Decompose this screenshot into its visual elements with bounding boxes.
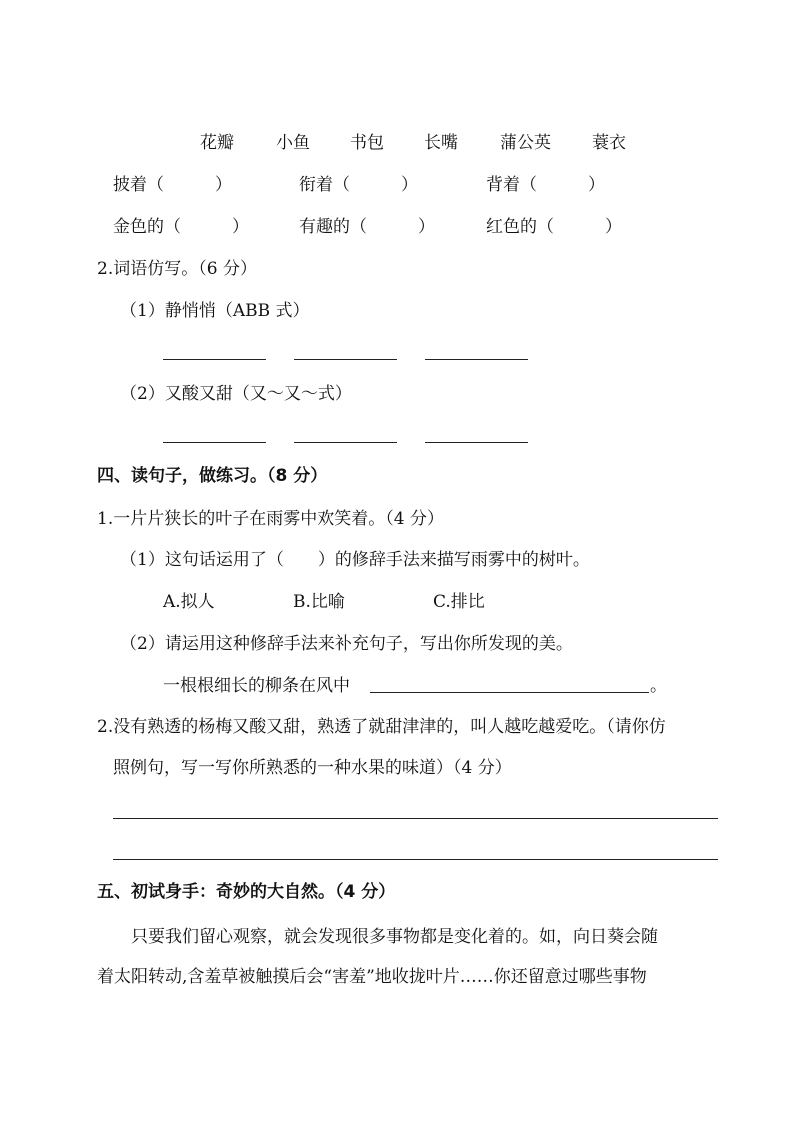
- match-item[interactable]: 有趣的（ ）: [299, 217, 435, 237]
- question-sub: （1）静悄悄（ABB 式）: [120, 301, 310, 321]
- answer-blank[interactable]: [294, 442, 397, 443]
- answer-blank[interactable]: [425, 359, 528, 360]
- word-bank-item: 蒲公英: [500, 133, 551, 153]
- answer-line[interactable]: [113, 818, 718, 819]
- option-b[interactable]: B.比喻: [293, 592, 345, 612]
- question-sub: （2）请运用这种修辞手法来补充句子，写出你所发现的美。: [120, 634, 573, 654]
- answer-blank[interactable]: [370, 692, 649, 693]
- question-title: 1.一片片狭长的叶子在雨雾中欢笑着。（4 分）: [97, 509, 444, 529]
- question-title: 2.没有熟透的杨梅又酸又甜，熟透了就甜津津的，叫人越吃越爱吃。（请你仿: [97, 717, 666, 737]
- match-item[interactable]: 红色的（ ）: [486, 217, 622, 237]
- answer-blank[interactable]: [163, 442, 266, 443]
- match-item[interactable]: 披着（ ）: [113, 175, 232, 195]
- question-title-cont: 照例句，写一写你所熟悉的一种水果的味道）（4 分）: [113, 758, 512, 778]
- paragraph-line: 着太阳转动,含羞草被触摸后会“害羞”地收拢叶片……你还留意过哪些事物: [97, 967, 647, 987]
- option-a[interactable]: A.拟人: [163, 592, 215, 612]
- word-bank-item: 花瓣: [200, 133, 234, 153]
- option-c[interactable]: C.排比: [433, 592, 485, 612]
- question-title: 2.词语仿写。（6 分）: [97, 259, 257, 279]
- word-bank-item: 长嘴: [424, 133, 458, 153]
- answer-blank[interactable]: [163, 359, 266, 360]
- match-item[interactable]: 衔着（ ）: [299, 175, 418, 195]
- answer-line[interactable]: [113, 859, 718, 860]
- word-bank-item: 蓑衣: [592, 133, 626, 153]
- word-bank-item: 书包: [350, 133, 384, 153]
- section-title: 五、初试身手：奇妙的大自然。（4 分）: [97, 882, 396, 902]
- paragraph-line: 只要我们留心观察，就会发现很多事物都是变化着的。如，向日葵会随: [131, 927, 658, 947]
- question-sub: （2）又酸又甜（又～又～式）: [120, 384, 352, 404]
- section-title: 四、读句子，做练习。（8 分）: [97, 466, 328, 486]
- sentence-suffix: 。: [650, 676, 667, 696]
- match-item[interactable]: 金色的（ ）: [113, 217, 249, 237]
- answer-blank[interactable]: [425, 442, 528, 443]
- word-bank-item: 小鱼: [276, 133, 310, 153]
- question-sub: （1）这句话运用了（ ）的修辞手法来描写雨雾中的树叶。: [120, 550, 590, 570]
- sentence-prefix: 一根根细长的柳条在风中: [163, 676, 350, 696]
- answer-blank[interactable]: [294, 359, 397, 360]
- match-item[interactable]: 背着（ ）: [486, 175, 605, 195]
